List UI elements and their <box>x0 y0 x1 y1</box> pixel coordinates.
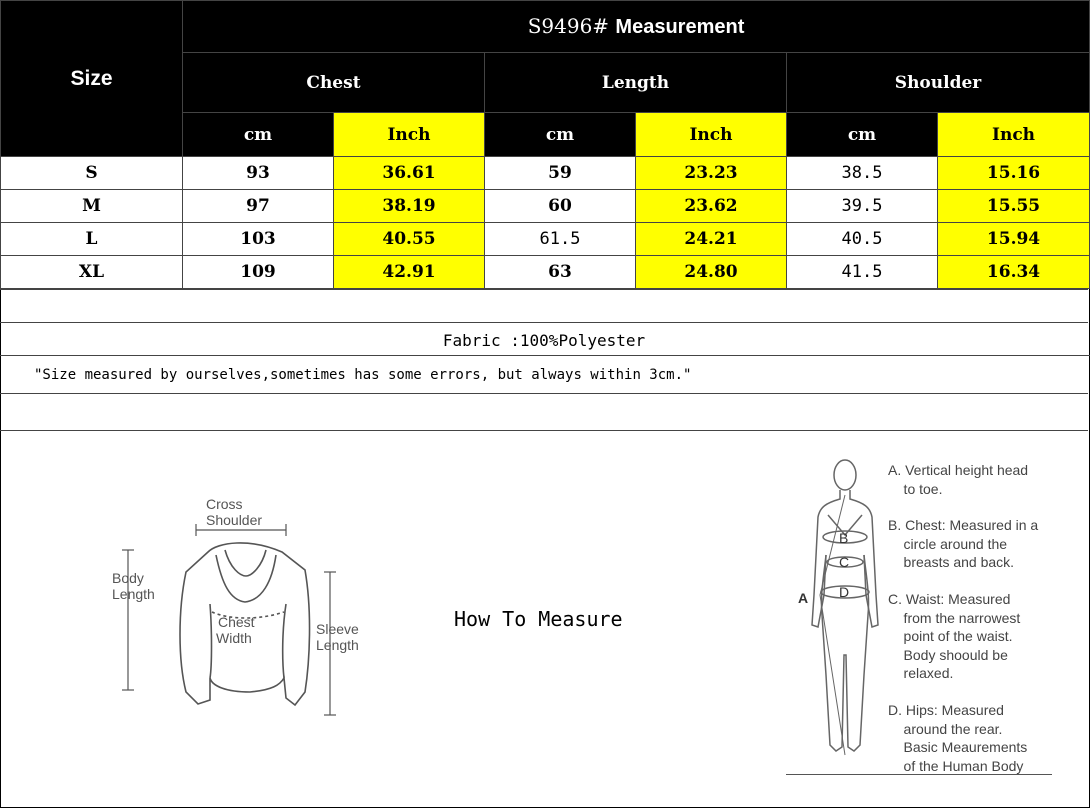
note-d: D. Hips: Measured around the rear. Basic Meaurements of the Human Body <box>888 702 1028 774</box>
length-inch-cell: 23.23 <box>636 157 787 190</box>
length-inch-cell: 23.62 <box>636 190 787 223</box>
label-cross-shoulder-2: Shoulder <box>206 512 263 528</box>
chest-inch-cell: 40.55 <box>334 223 485 256</box>
group-shoulder: Shoulder <box>787 53 1090 113</box>
marker-c: C <box>839 554 850 570</box>
note-b: B. Chest: Measured in a circle around the breasts and back. <box>888 517 1039 570</box>
fabric-line: Fabric :100%Polyester <box>0 322 1088 356</box>
group-chest: Chest <box>183 53 485 113</box>
length-cm-cell: 61.5 <box>485 223 636 256</box>
size-cell: L <box>1 223 183 256</box>
shoulder-cm-cell: 41.5 <box>787 256 938 289</box>
chest-cm-cell: 109 <box>183 256 334 289</box>
unit-inch: Inch <box>334 113 485 157</box>
title-text: Measurement <box>615 16 745 38</box>
unit-cm: cm <box>183 113 334 157</box>
marker-d: D <box>839 584 850 600</box>
chest-cm-cell: 93 <box>183 157 334 190</box>
size-header: Size <box>1 1 183 157</box>
product-code: S9496# <box>527 14 610 38</box>
size-cell: XL <box>1 256 183 289</box>
chest-inch-cell: 38.19 <box>334 190 485 223</box>
shoulder-inch-cell: 15.16 <box>938 157 1090 190</box>
unit-inch: Inch <box>636 113 787 157</box>
label-chest-width-2: Width <box>216 630 252 646</box>
chest-inch-cell: 36.61 <box>334 157 485 190</box>
unit-cm: cm <box>787 113 938 157</box>
marker-b: B <box>839 530 849 546</box>
empty-band <box>0 289 1088 322</box>
length-inch-cell: 24.80 <box>636 256 787 289</box>
shoulder-inch-cell: 16.34 <box>938 256 1090 289</box>
length-cm-cell: 60 <box>485 190 636 223</box>
empty-band <box>0 393 1088 431</box>
divider <box>0 430 1088 431</box>
table-row <box>1 157 1090 190</box>
measurement-note: "Size measured by ourselves,sometimes has some errors, but always within 3cm." <box>0 355 1090 394</box>
note-c: C. Waist: Measured from the narrowest point of the waist. Body shoould be relaxed. <box>888 591 1021 681</box>
chest-inch-cell: 42.91 <box>334 256 485 289</box>
label-cross-shoulder-1: Cross <box>206 496 243 512</box>
table-row <box>1 190 1090 223</box>
length-cm-cell: 63 <box>485 256 636 289</box>
table-title <box>183 1 1090 53</box>
shoulder-inch-cell: 15.94 <box>938 223 1090 256</box>
label-body-length-1: Body <box>112 570 144 586</box>
note-a: A. Vertical height head to toe. <box>888 462 1029 497</box>
shoulder-inch-cell: 15.55 <box>938 190 1090 223</box>
size-chart-table <box>0 0 1090 289</box>
table-row <box>1 223 1090 256</box>
label-body-length-2: Length <box>112 586 155 602</box>
size-cell: S <box>1 157 183 190</box>
label-sleeve-length-2: Length <box>316 637 359 653</box>
group-length: Length <box>485 53 787 113</box>
label-sleeve-length-1: Sleeve <box>316 621 359 637</box>
sweater-diagram <box>100 480 400 740</box>
unit-inch: Inch <box>938 113 1090 157</box>
how-to-measure-title: How To Measure <box>454 607 623 631</box>
marker-a: A <box>798 590 809 606</box>
shoulder-cm-cell: 39.5 <box>787 190 938 223</box>
body-figure <box>790 455 900 775</box>
table-row <box>1 256 1090 289</box>
shoulder-cm-cell: 38.5 <box>787 157 938 190</box>
chest-cm-cell: 103 <box>183 223 334 256</box>
size-cell: M <box>1 190 183 223</box>
shoulder-cm-cell: 40.5 <box>787 223 938 256</box>
unit-cm: cm <box>485 113 636 157</box>
length-cm-cell: 59 <box>485 157 636 190</box>
length-inch-cell: 24.21 <box>636 223 787 256</box>
label-chest-width-1: Chest <box>218 614 255 630</box>
chest-cm-cell: 97 <box>183 190 334 223</box>
